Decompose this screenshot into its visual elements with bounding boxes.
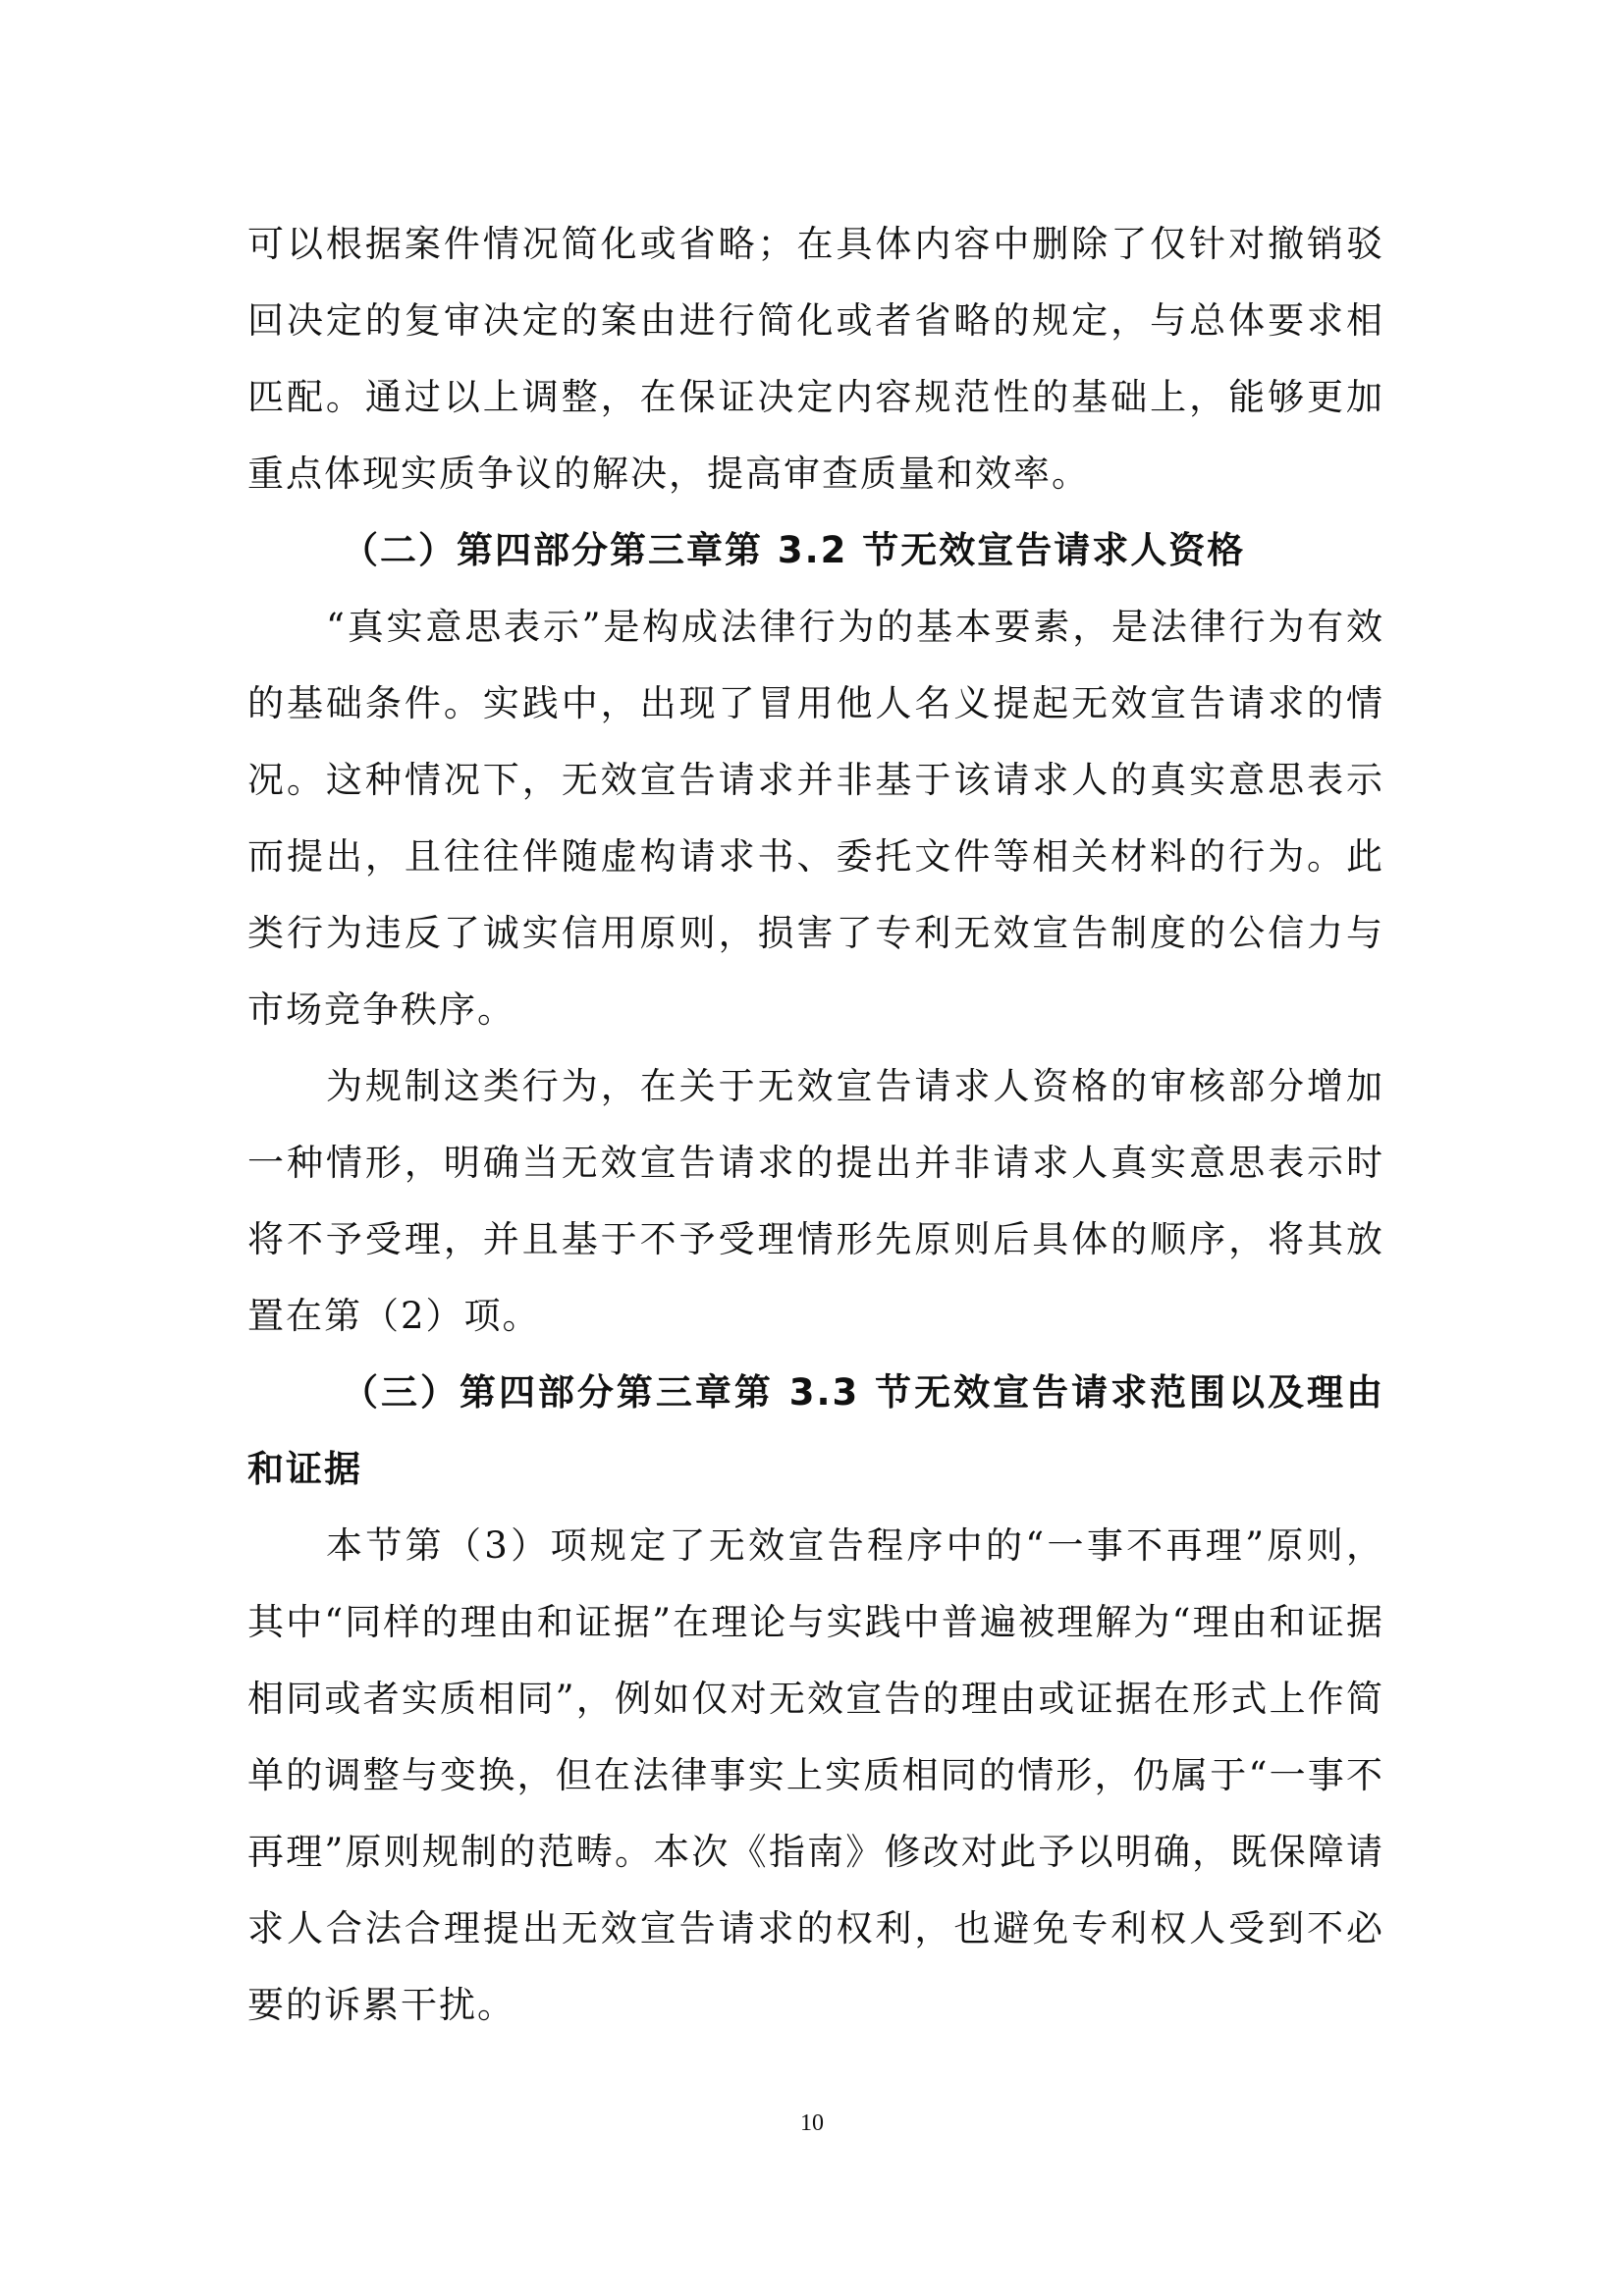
- paragraph-1: 可以根据案件情况简化或省略；在具体内容中删除了仅针对撤销驳回决定的复审决定的案由进行简化或者省略的规定，与总体要求相匹配。通过以上调整，在保证决定内容规范性的基础上，能够更加重点体现实质争议的解决，提高审查质量和效率。: [247, 223, 1384, 495]
- section-heading-2: （二）第四部分第三章第 3.2 节无效宣告请求人资格: [342, 529, 1246, 571]
- document-body: [247, 206, 1384, 2044]
- paragraph-3: “真实意思表示”是构成法律行为的基本要素，是法律行为有效的基础条件。实践中，出现了冒用他人名义提起无效宣告请求的情况。这种情况下，无效宣告请求并非基于该请求人的真实意思表示而提出，且往往伴随虚构请求书、委托文件等相关材料的行为。此类行为违反了诚实信用原则，损害了专利无效宣告制度的公信力与市场竞争秩序。: [247, 606, 1384, 1031]
- paragraph-4: 为规制这类行为，在关于无效宣告请求人资格的审核部分增加一种情形，明确当无效宣告请求的提出并非请求人真实意思表示时将不予受理，并且基于不予受理情形先原则后具体的顺序，将其放置在第（2）项。: [247, 1065, 1384, 1337]
- paragraph-6: 本节第（3）项规定了无效宣告程序中的“一事不再理”原则，其中“同样的理由和证据”在理论与实践中普遍被理解为“理由和证据相同或者实质相同”，例如仅对无效宣告的理由或证据在形式上作简单的调整与变换，但在法律事实上实质相同的情形，仍属于“一事不再理”原则规制的范畴。本次《指南》修改对此予以明确，既保障请求人合法合理提出无效宣告请求的权利，也避免专利权人受到不必要的诉累干扰。: [247, 1524, 1384, 2026]
- section-heading-3: （三）第四部分第三章第 3.3 节无效宣告请求范围以及理由和证据: [247, 1371, 1384, 1490]
- page-number: 10: [800, 2110, 824, 2136]
